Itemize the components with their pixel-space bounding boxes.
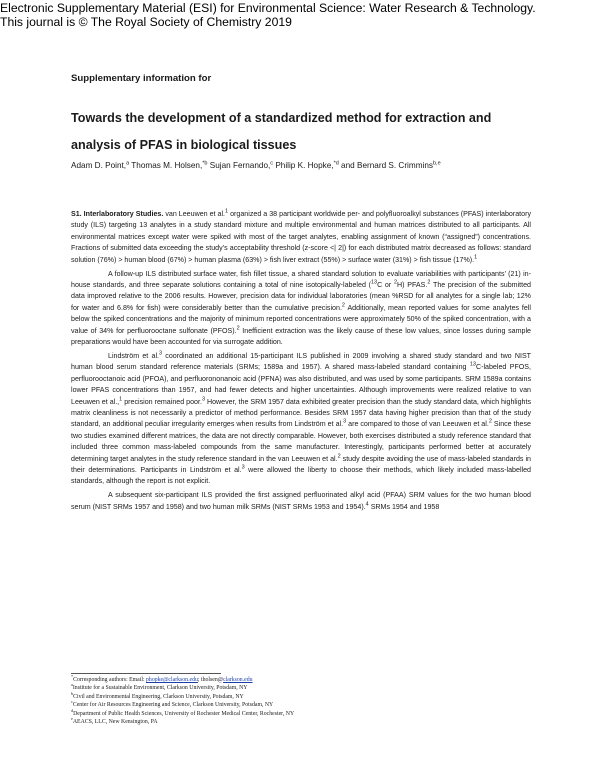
- author-name: Adam D. Point,: [71, 161, 127, 170]
- footnote-mark: a: [71, 682, 73, 688]
- author-affiliation-mark: a: [126, 160, 130, 167]
- footnote-affiliation: [71, 690, 531, 701]
- footnote-mark: *: [71, 674, 74, 680]
- footnote-affiliation: [71, 701, 531, 709]
- citation-mark: 3: [343, 418, 347, 425]
- text-run: are compared to those of van Leeuwen et al.: [346, 420, 489, 429]
- footnote-divider: [71, 673, 221, 674]
- body-text: [71, 209, 531, 516]
- footnote-mark: c: [71, 699, 73, 705]
- footnote-text: Center for Air Resources Engineering and Science, Clarkson University, Potsdam, NY: [72, 702, 274, 709]
- text-run: However, the SRM 1957 data exhibited greater precision than the study standard data, which highlights matrix cleanliness is not necessarily a predictor of method performance. Besides SRM 1957 data having higher precision than that of the study standard, an additional peculiar irregularity emerges when results from Lindström et al.: [71, 397, 531, 429]
- author-name: Philip K. Hopke,: [275, 161, 334, 170]
- text-run: organized a 38 participant worldwide per- and polyfluoroalkyl substances (PFAS) interlaboratory study (ILS) targeting 13 analytes in a study standard mixture and multiple environmental and human matrices distributed to all participants. All environmental matrices except water were spiked with most of the target analytes, enabling assignment of known (“assigned”) concentrations. Fractions of submitted data exceeding the study’s acceptability threshold (z-score <| 2|) for each distributed matrix decreased as follows: standard solution (76%) > human blood (67%) > human plasma (63%) > fish liver extract (55%) > surface water (31%) > fish tissue (17%).: [71, 210, 531, 264]
- text-run: C-labeled PFOS, perfluorooctanoic acid (PFOA), and perfluorononanoic acid (PFNA) was also distributed, and was used by some participants. SRM 1589a contains lower PFAS concentrations than 1957, and had fewer detects and higher uncertainties. Although improvements were realized relative to van Leeuwen et al.,: [71, 363, 531, 406]
- citation-mark: 1: [474, 254, 478, 261]
- paper-title-line-1: Towards the development of a standardized method for extraction and: [71, 111, 492, 125]
- isotope-mark: 2: [393, 279, 398, 286]
- email-link[interactable]: phopke@clarkson.edu: [146, 677, 198, 683]
- paragraph-lindstrom-ils: [71, 351, 531, 488]
- footnote-affiliation: [71, 718, 531, 726]
- footnote-affiliation: [71, 707, 531, 718]
- paragraph-follow-up-ils: [71, 269, 531, 349]
- author-name: Bernard S. Crimmins: [357, 161, 433, 170]
- text-run: H) PFAS.: [397, 280, 428, 289]
- footnote-mark: d: [71, 707, 74, 713]
- paper-title-line-2: analysis of PFAS in biological tissues: [71, 138, 297, 152]
- isotope-mark: 13: [469, 361, 476, 368]
- paragraph-interlaboratory-studies: [71, 209, 531, 266]
- citation-mark: 2: [337, 453, 341, 460]
- footnote-affiliation: [71, 684, 531, 692]
- citation-mark: 3: [201, 396, 205, 403]
- text-run: study despite avoiding the use of mass-labeled standards in their determinations. Participants in Lindström et al.: [71, 454, 532, 474]
- isotope-mark: 13: [370, 279, 378, 286]
- author-affiliation-mark: c: [270, 160, 274, 167]
- text-run: C or: [377, 280, 394, 289]
- paragraph-six-participant-ils: [71, 490, 531, 513]
- author-name: Sujan Fernando,: [209, 161, 271, 170]
- text-run: Additionally, mean reported values for some analytes fell below the spiked concentrations and the majority of minimum reported concentrations were approximately 50% of the spiked concentration, with a value of 34% for perfluorooctane sulfonate (PFOS).: [71, 303, 531, 335]
- text-run: van Leeuwen et al.: [163, 210, 226, 218]
- author-separator: and: [338, 161, 357, 170]
- author-affiliation-mark: *d: [333, 160, 339, 167]
- footnotes: [71, 676, 531, 726]
- author-affiliation-mark: *b: [202, 160, 208, 167]
- citation-mark: 2: [341, 302, 345, 309]
- section-heading: S1. Interlaboratory Studies.: [71, 210, 164, 218]
- esi-header-line-1: Electronic Supplementary Material (ESI) for Environmental Science: Water Research & Technology.: [0, 1, 536, 15]
- footnote-mark: b: [71, 690, 74, 696]
- citation-mark: 2: [488, 418, 492, 425]
- footnote-mark: e: [71, 716, 73, 722]
- text-run: precision remained poor.: [122, 397, 202, 406]
- citation-mark: 1: [119, 396, 123, 403]
- text-run: Lindström et al.: [108, 351, 159, 360]
- citation-mark: 2: [427, 279, 431, 286]
- footnote-corresponding-authors: [71, 676, 531, 684]
- author-name: Thomas M. Holsen,: [131, 161, 203, 170]
- footnote-text: AEACS, LLC, New Kensington, PA: [72, 719, 158, 726]
- email-link[interactable]: clarkson.edu: [223, 677, 253, 683]
- text-run: A subsequent six-participant ILS provided the first assigned perfluorinated alkyl acid (PFAA) SRM values for the two human blood serum (NIST SRMs 1957 and 1958) and two human milk SRMs (NIST SRMs 1953 and 1954).: [71, 491, 531, 511]
- author-list: [71, 161, 541, 170]
- citation-mark: 2: [236, 325, 240, 332]
- text-run: A follow-up ILS distributed surface water, fish fillet tissue, a shared standard solution to evaluate variabilities with participants’ (21) in-house standards, and three separate solutions containing a total of nine isotopically-labeled (: [71, 269, 531, 289]
- footnote-text: Department of Public Health Sciences, University of Rochester Medical Center, Rochester, NY: [73, 710, 295, 717]
- author-affiliation-mark: b,e: [432, 160, 441, 167]
- supplementary-kicker: Supplementary information for: [71, 73, 212, 84]
- citation-mark: 3: [241, 464, 245, 471]
- text-run: Since these two studies examined different matrices, the data are not directly comparable. However, both exercises distributed a study reference standard that included three common mass-labeled compounds from the same manufacturer. Interestingly, participants performed better at accurately determining target analytes in the study reference standard in the van Leeuwen et al.: [71, 420, 531, 463]
- footnote-text: ; tholsen@: [197, 677, 224, 683]
- text-run: The precision of the submitted data improved relative to the 2006 results. However, precision data for individual laboratories (mean %RSD for all analytes for a single lab; 12% for water and 6.8% for fish) were considerably better than the cumulative precision.: [71, 280, 531, 312]
- text-run: Inefficient extraction was the likely cause of these low values, since losses during sample preparations would have been accounted for via surrogate addition.: [71, 326, 531, 346]
- text-run: coordinated an additional 15-participant ILS published in 2009 involving a shared study standard and two NIST human blood serum standard reference materials (SRMs; 1589a and 1957). A shared mass-labeled standard containing: [71, 351, 532, 372]
- footnote-text: Corresponding authors: Email:: [73, 677, 147, 683]
- text-run: SRMs 1954 and 1958: [368, 502, 440, 511]
- esi-header-line-2: This journal is © The Royal Society of Chemistry 2019: [0, 15, 292, 29]
- footnote-text: Institute for a Sustainable Environment, Clarkson University, Potsdam, NY: [72, 685, 248, 692]
- footnote-text: Civil and Environmental Engineering, Clarkson University, Potsdam, NY: [73, 693, 244, 700]
- citation-mark: 3: [159, 350, 163, 357]
- text-run: were allowed the liberty to choose their methods, which likely included mass-labelled standards, although the report is not explicit.: [71, 465, 531, 486]
- citation-mark: 4: [365, 501, 369, 508]
- citation-mark: 1: [225, 208, 229, 215]
